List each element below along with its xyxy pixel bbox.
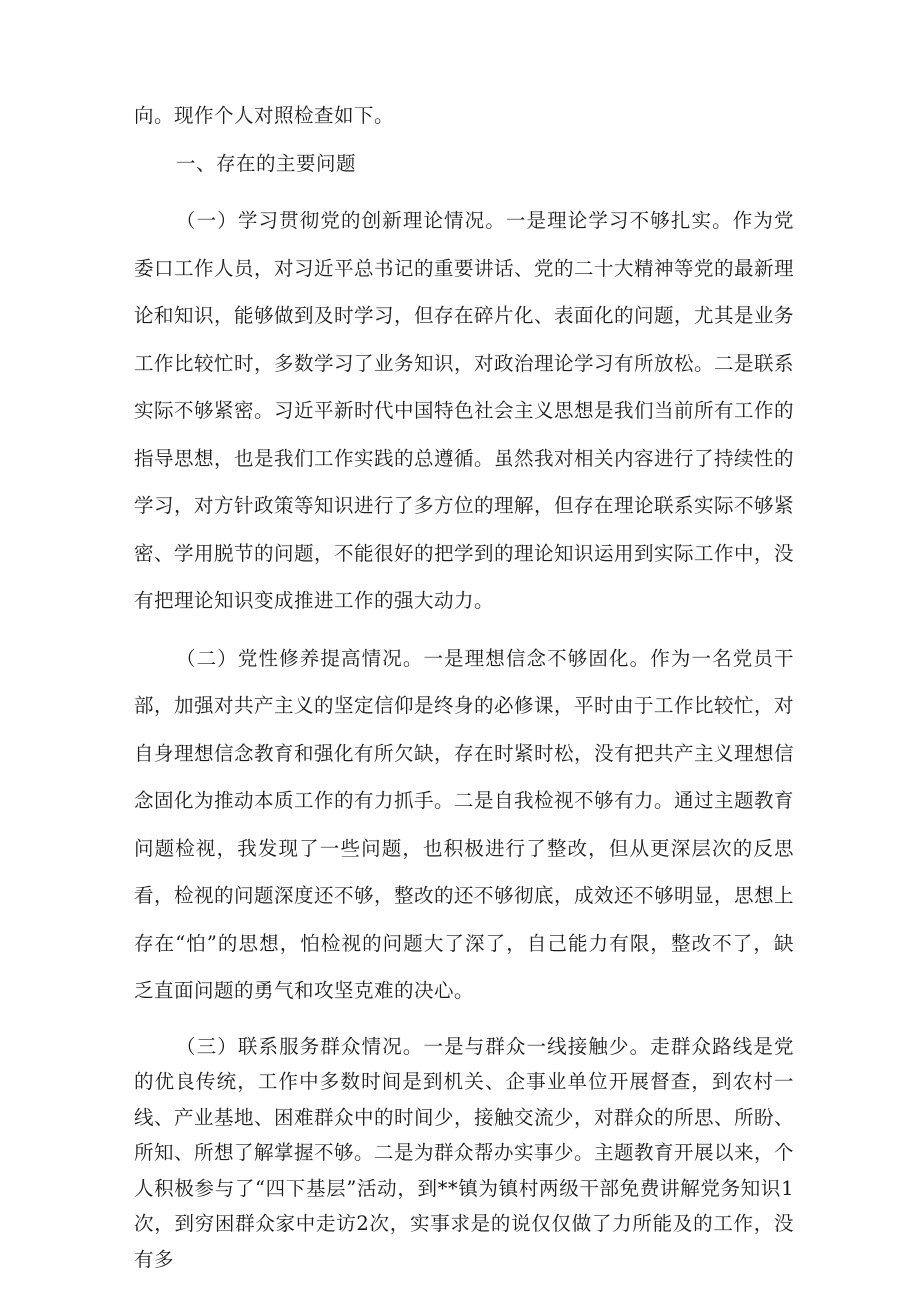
section-heading: 一、存在的主要问题 xyxy=(176,151,357,175)
paragraph-continuation: 向。现作个人对照检查如下。 xyxy=(134,104,395,127)
paragraph-theory-study: （一）学习贯彻党的创新理论情况。一是理论学习不够扎实。作为党委口工作人员，对习近平总书记的重要讲话、党的二十大精神等党的最新理论和知识，能够做到及时学习，但存在碎片化、表面化的问题，尤其是业务工作比较忙时，多数学习了业务知识，对政治理论学习有所放松。二是联系实际不够紧密。习近平新时代中国特色社会主义思想是我们当前所有工作的指导思想，也是我们工作实践的总遵循。虽然我对相关内容进行了持续性的学习，对方针政策等知识进行了多方位的理解，但存在理论联系实际不够紧密、学用脱节的问题，不能很好的把学到的理论知识运用到实际工作中，没有把理论知识变成推进工作的强大动力。 xyxy=(134,209,795,612)
document-body xyxy=(134,92,794,1277)
paragraph-serving-masses: （三）联系服务群众情况。一是与群众一线接触少。走群众路线是党的优良传统，工作中多数时间是到机关、企事业单位开展督查，到农村一线、产业基地、困难群众中的时间少，接触交流少，对群众的所思、所盼、所知、所想了解掌握不够。二是为群众帮办实事少。主题教育开展以来，个人积极参与了“四下基层”活动，到**镇为镇村两级干部免费讲解党务知识1次，到穷困群众家中走访2次，实事求是的说仅仅做了力所能及的工作，没有多 xyxy=(134,1034,795,1271)
paragraph-party-spirit: （二）党性修养提高情况。一是理想信念不够固化。作为一名党员干部，加强对共产主义的坚定信仰是终身的必修课，平时由于工作比较忙，对自身理想信念教育和强化有所欠缺，存在时紧时松，没有把共产主义理想信念固化为推动本质工作的有力抓手。二是自我检视不够有力。通过主题教育问题检视，我发现了一些问题，也积极进行了整改，但从更深层次的反思看，检视的问题深度还不够，整改的还不够彻底，成效还不够明显，思想上存在“怕”的思想，怕检视的问题大了深了，自己能力有限，整改不了，缺乏直面问题的勇气和攻坚克难的决心。 xyxy=(134,646,795,1002)
